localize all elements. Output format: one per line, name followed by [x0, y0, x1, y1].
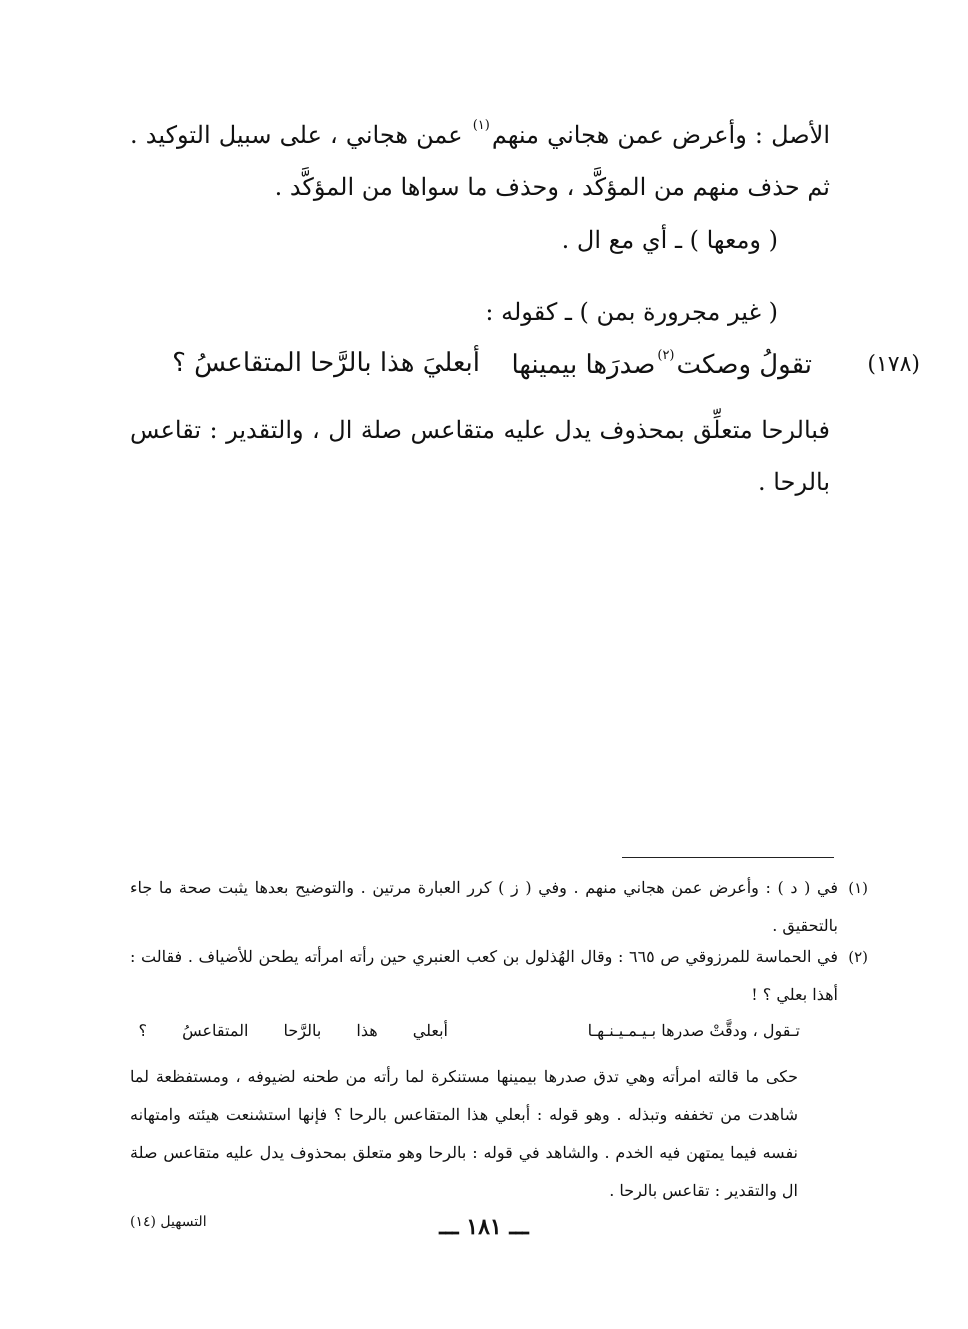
footnote-1-number: (١): [848, 879, 868, 897]
verse-hemistich-1: [511, 348, 812, 380]
paragraph-asl-part-b: عمن هجاني ، على سبيل التوكيد . ثم حذف منهم من المؤكَّد ، وحذف ما سواها من المؤكَّد .: [130, 121, 830, 201]
line-with-al: ( ومعها ) ـ أي مع ال .: [561, 226, 778, 254]
footnote-1: [130, 869, 868, 945]
footnote-2-number: (٢): [848, 948, 868, 966]
paragraph-asl: [130, 100, 830, 213]
line-not-majrur: ( غير مجرورة بمن ) ـ كقوله :: [485, 298, 778, 326]
footnote-ref-1: (١): [472, 118, 490, 133]
verse-hemistich-2: أبعليَ هذا بالرَّحا المتقاعسُ ؟: [172, 348, 480, 378]
footnote-divider: [622, 857, 834, 858]
paragraph-asl-part-a: الأصل : وأعرض عمن هجاني منهم: [491, 121, 830, 149]
running-foot: التسهيل (١٤): [130, 1214, 207, 1230]
footnote-ref-2: (٢): [657, 348, 675, 363]
verse-hemistich-1-a: تقولُ وصكت: [676, 350, 812, 380]
verse-hemistich-1-b: صدرَها بيمينها: [511, 350, 656, 380]
verse-number: (١٧٨): [867, 352, 920, 377]
footnote-2-verse: [138, 1013, 800, 1049]
footnote-2-text: في الحماسة للمرزوقي ص ٦٦٥ : وقال الهُذلول بن كعب العنبري حين رأته امرأته يطحن للأضياف . فقالت : أهذا بعلي ؟ !: [130, 947, 838, 1004]
page-number: ـــ ١٨١ ـــ: [439, 1214, 529, 1240]
footnote-2-verse-hemistich-1: تـقول ، ودقَّتْ صدرها بـيـمـيـنـهـا: [587, 1021, 800, 1040]
footnote-2: [130, 938, 868, 1014]
footnote-1-text: في ( د ) : وأعرض عمن هجاني منهم . وفي ( ز ) كرر العبارة مرتين . والتوضيح بعدها يثبت صحة ما جاء بالتحقيق .: [130, 878, 838, 935]
footnote-2-continuation: حكى ما قالته امرأته وهي تدق صدرها بيمينها مستنكرة لما رأته من طحنه لضيوفه ، ومستفظعة لما شاهدت من تخففه وتبذله . وهو قوله : أبعلي هذا المتقاعس بالرحا ؟ فإنها استشنعت هيئته وامتهانه نفسه فيما يمتهن فيه الخدم . والشاهد في قوله : بالرحا وهو متعلق بمحذوف يدل عليه متقاعس صلة ال والتقدير : تقاعس بالرحا .: [130, 1067, 798, 1200]
paragraph-explanation: فبالرحا متعلِّق بمحذوف يدل عليه متقاعس صلة ال ، والتقدير : تقاعس بالرحا .: [130, 416, 831, 496]
footnote-2-verse-hemistich-2: أبعلي هذا بالرَّحا المتقاعسُ ؟: [138, 1021, 448, 1040]
verse-178: [130, 348, 920, 398]
